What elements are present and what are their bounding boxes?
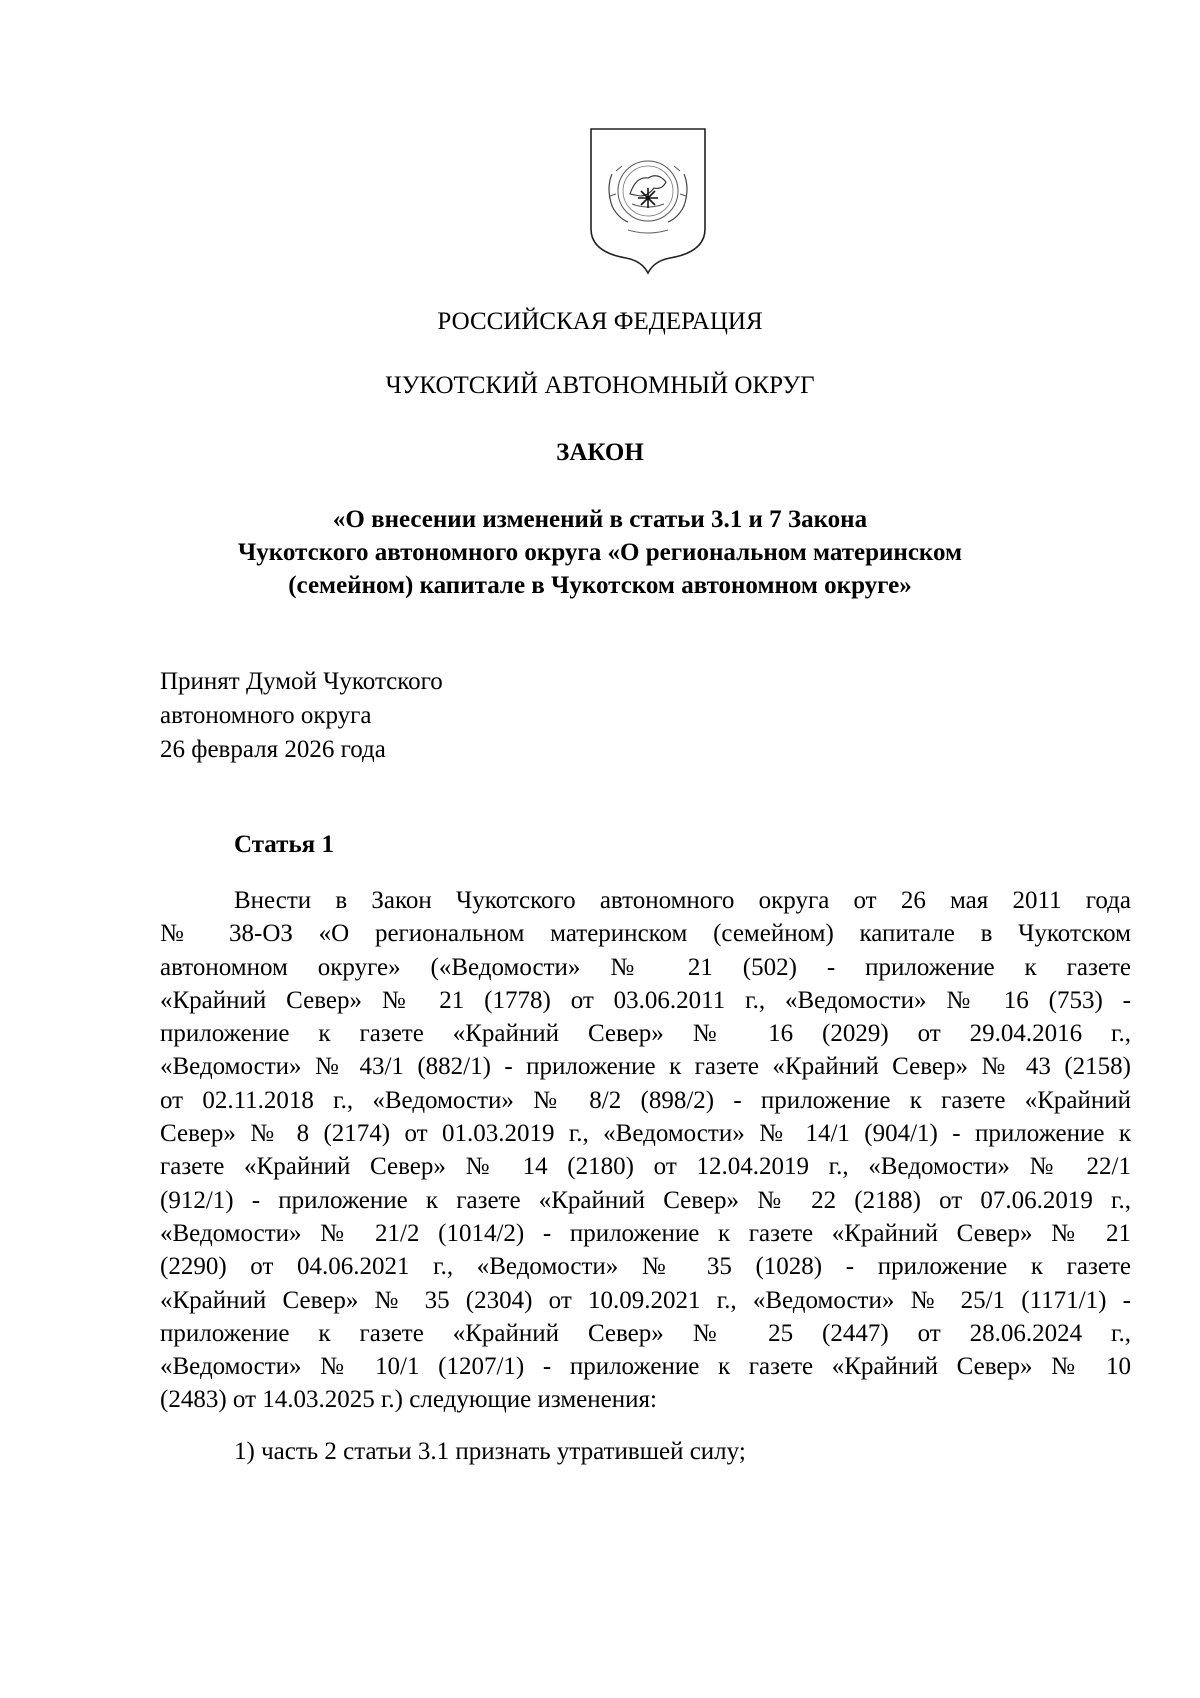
- adoption-line: автономного округа: [160, 702, 372, 729]
- article-body: [160, 884, 1131, 1417]
- adoption-line: Принят Думой Чукотского: [160, 668, 443, 695]
- body-line: приложение к газете «Крайний Север» № 16 (2029) от 29.04.2016 г.,: [160, 1020, 1131, 1048]
- body-line: (2483) от 14.03.2025 г.) следующие изменения:: [160, 1386, 657, 1414]
- adoption-note: [160, 665, 443, 767]
- body-line: «Крайний Север» № 21 (1778) от 03.06.2011 г., «Ведомости» № 16 (753) -: [160, 986, 1131, 1014]
- body-line: № 38-ОЗ «О региональном материнском (семейном) капитале в Чукотском: [160, 920, 1131, 948]
- law-title-line: (семейном) капитале в Чукотском автономном округе»: [288, 572, 912, 599]
- body-line: приложение к газете «Крайний Север» № 25 (2447) от 28.06.2024 г.,: [160, 1319, 1131, 1347]
- law-title-line: Чукотского автономного округа «О региональном материнском: [237, 539, 963, 566]
- body-line: (2290) от 04.06.2021 г., «Ведомости» № 35 (1028) - приложение к газете: [160, 1253, 1131, 1281]
- body-line: Внести в Закон Чукотского автономного округа от 26 мая 2011 года: [234, 887, 1131, 914]
- article-item-1: 1) часть 2 статьи 3.1 признать утратившей силу;: [234, 1438, 746, 1465]
- body-line: «Ведомости» № 10/1 (1207/1) - приложение к газете «Крайний Север» № 10: [160, 1353, 1131, 1381]
- coat-of-arms-icon: [588, 126, 708, 276]
- body-line: газете «Крайний Север» № 14 (2180) от 12.04.2019 г., «Ведомости» № 22/1: [160, 1153, 1131, 1181]
- region-title: ЧУКОТСКИЙ АВТОНОМНЫЙ ОКРУГ: [385, 372, 815, 399]
- body-line: Север» № 8 (2174) от 01.03.2019 г., «Ведомости» № 14/1 (904/1) - приложение к: [160, 1120, 1131, 1148]
- body-line: «Ведомости» № 43/1 (882/1) - приложение к газете «Крайний Север» № 43 (2158): [160, 1053, 1131, 1081]
- body-line: «Крайний Север» № 35 (2304) от 10.09.2021 г., «Ведомости» № 25/1 (1171/1) -: [160, 1286, 1131, 1314]
- body-line: автономном округе» («Ведомости» № 21 (502) - приложение к газете: [160, 953, 1131, 981]
- body-line: (912/1) - приложение к газете «Крайний Север» № 22 (2188) от 07.06.2019 г.,: [160, 1186, 1131, 1214]
- document-type: ЗАКОН: [556, 439, 644, 466]
- article-heading: Статья 1: [234, 831, 334, 858]
- body-line: от 02.11.2018 г., «Ведомости» № 8/2 (898/2) - приложение к газете «Крайний: [160, 1086, 1131, 1114]
- body-line: «Ведомости» № 21/2 (1014/2) - приложение к газете «Крайний Север» № 21: [160, 1219, 1131, 1247]
- law-title: [0, 503, 1200, 602]
- country-title: РОССИЙСКАЯ ФЕДЕРАЦИЯ: [437, 308, 763, 335]
- law-title-line: «О внесении изменений в статьи 3.1 и 7 Закона: [332, 506, 868, 533]
- adoption-line: 26 февраля 2026 года: [160, 736, 386, 763]
